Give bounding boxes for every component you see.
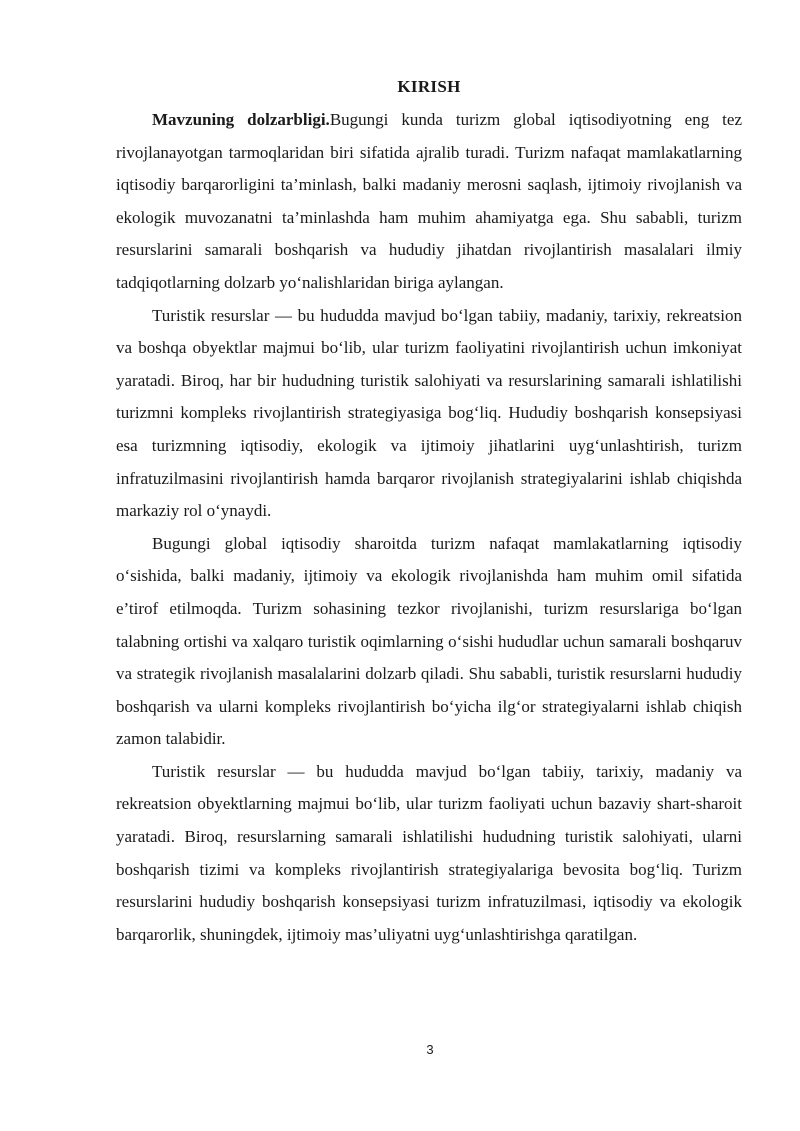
paragraph-global-economy: Bugungi global iqtisodiy sharoitda turizm nafaqat mamlakatlarning iqtisodiy o‘sishida, balki madaniy, ijtimoiy va ekologik rivojlanishda ham muhim omil sifatida e’tirof etilmoqda. Turizm sohasining tezkor rivojlanishi, turizm resurslariga bo‘lgan talabning ortishi va xalqaro turistik oqimlarning o‘sishi hududlar uchun samarali boshqaruv va strategik rivojlanish masalalarini dolzarb qiladi. Shu sababli, turistik resurslarni hududiy boshqarish va ularni kompleks rivojlantirish bo‘yicha ilg‘or strategiyalarni ishlab chiqish zamon talabidir. <box>116 533 742 749</box>
section-heading: KIRISH <box>397 77 461 96</box>
paragraph-relevance <box>116 104 742 300</box>
document-page <box>116 76 742 951</box>
paragraph-lead: Mavzuning dolzarbligi. <box>152 110 330 129</box>
paragraph-text: Bugungi kunda turizm global iqtisodiyotning eng tez rivojlanayotgan tarmoqlaridan biri sifatida ajralib turadi. Turizm nafaqat mamlakatlarning iqtisodiy barqarorligini ta’minlash, balki madaniy merosni saqlash, ijtimoiy rivojlanish va ekologik muvozanatni ta’minlashda ham muhim ahamiyatga ega. Shu sababli, turizm resurslarini samarali boshqarish va hududiy jihatdan rivojlantirish masalalari ilmiy tadqiqotlarning dolzarb yo‘nalishlaridan biriga aylangan. <box>116 110 742 292</box>
paragraph-tourist-resources: Turistik resurslar — bu hududda mavjud bo‘lgan tabiiy, madaniy, tarixiy, rekreatsion va boshqa obyektlar majmui bo‘lib, ular turizm faoliyatini rivojlantirish uchun imkoniyat yaratadi. Biroq, har bir hududning turistik salohiyati va resurslarining samarali ishlatilishi turizmni kompleks rivojlantirish strategiyasiga bog‘liq. Hududiy boshqarish konsepsiyasi esa turizmning iqtisodiy, ekologik va ijtimoiy jihatlarini uyg‘unlashtirish, turizm infratuzilmasini rivojlantirish hamda barqaror rivojlanish strategiyalarini ishlab chiqishda markaziy rol o‘ynaydi. <box>116 305 742 521</box>
page-number: 3 <box>426 1042 434 1057</box>
paragraph-regional-management: Turistik resurslar — bu hududda mavjud bo‘lgan tabiiy, tarixiy, madaniy va rekreatsion obyektlarning majmui bo‘lib, ular turizm faoliyati uchun bazaviy shart-sharoit yaratadi. Biroq, resurslarning samarali ishlatilishi hududning turistik salohiyati, ularni boshqarish tizimi va kompleks rivojlantirish strategiyalariga bevosita bog‘liq. Turizm resurslarini hududiy boshqarish konsepsiyasi turizm infratuzilmasi, iqtisodiy va ekologik barqarorlik, shuningdek, ijtimoiy mas’uliyatni uyg‘unlashtirishga qaratilgan. <box>116 761 742 944</box>
